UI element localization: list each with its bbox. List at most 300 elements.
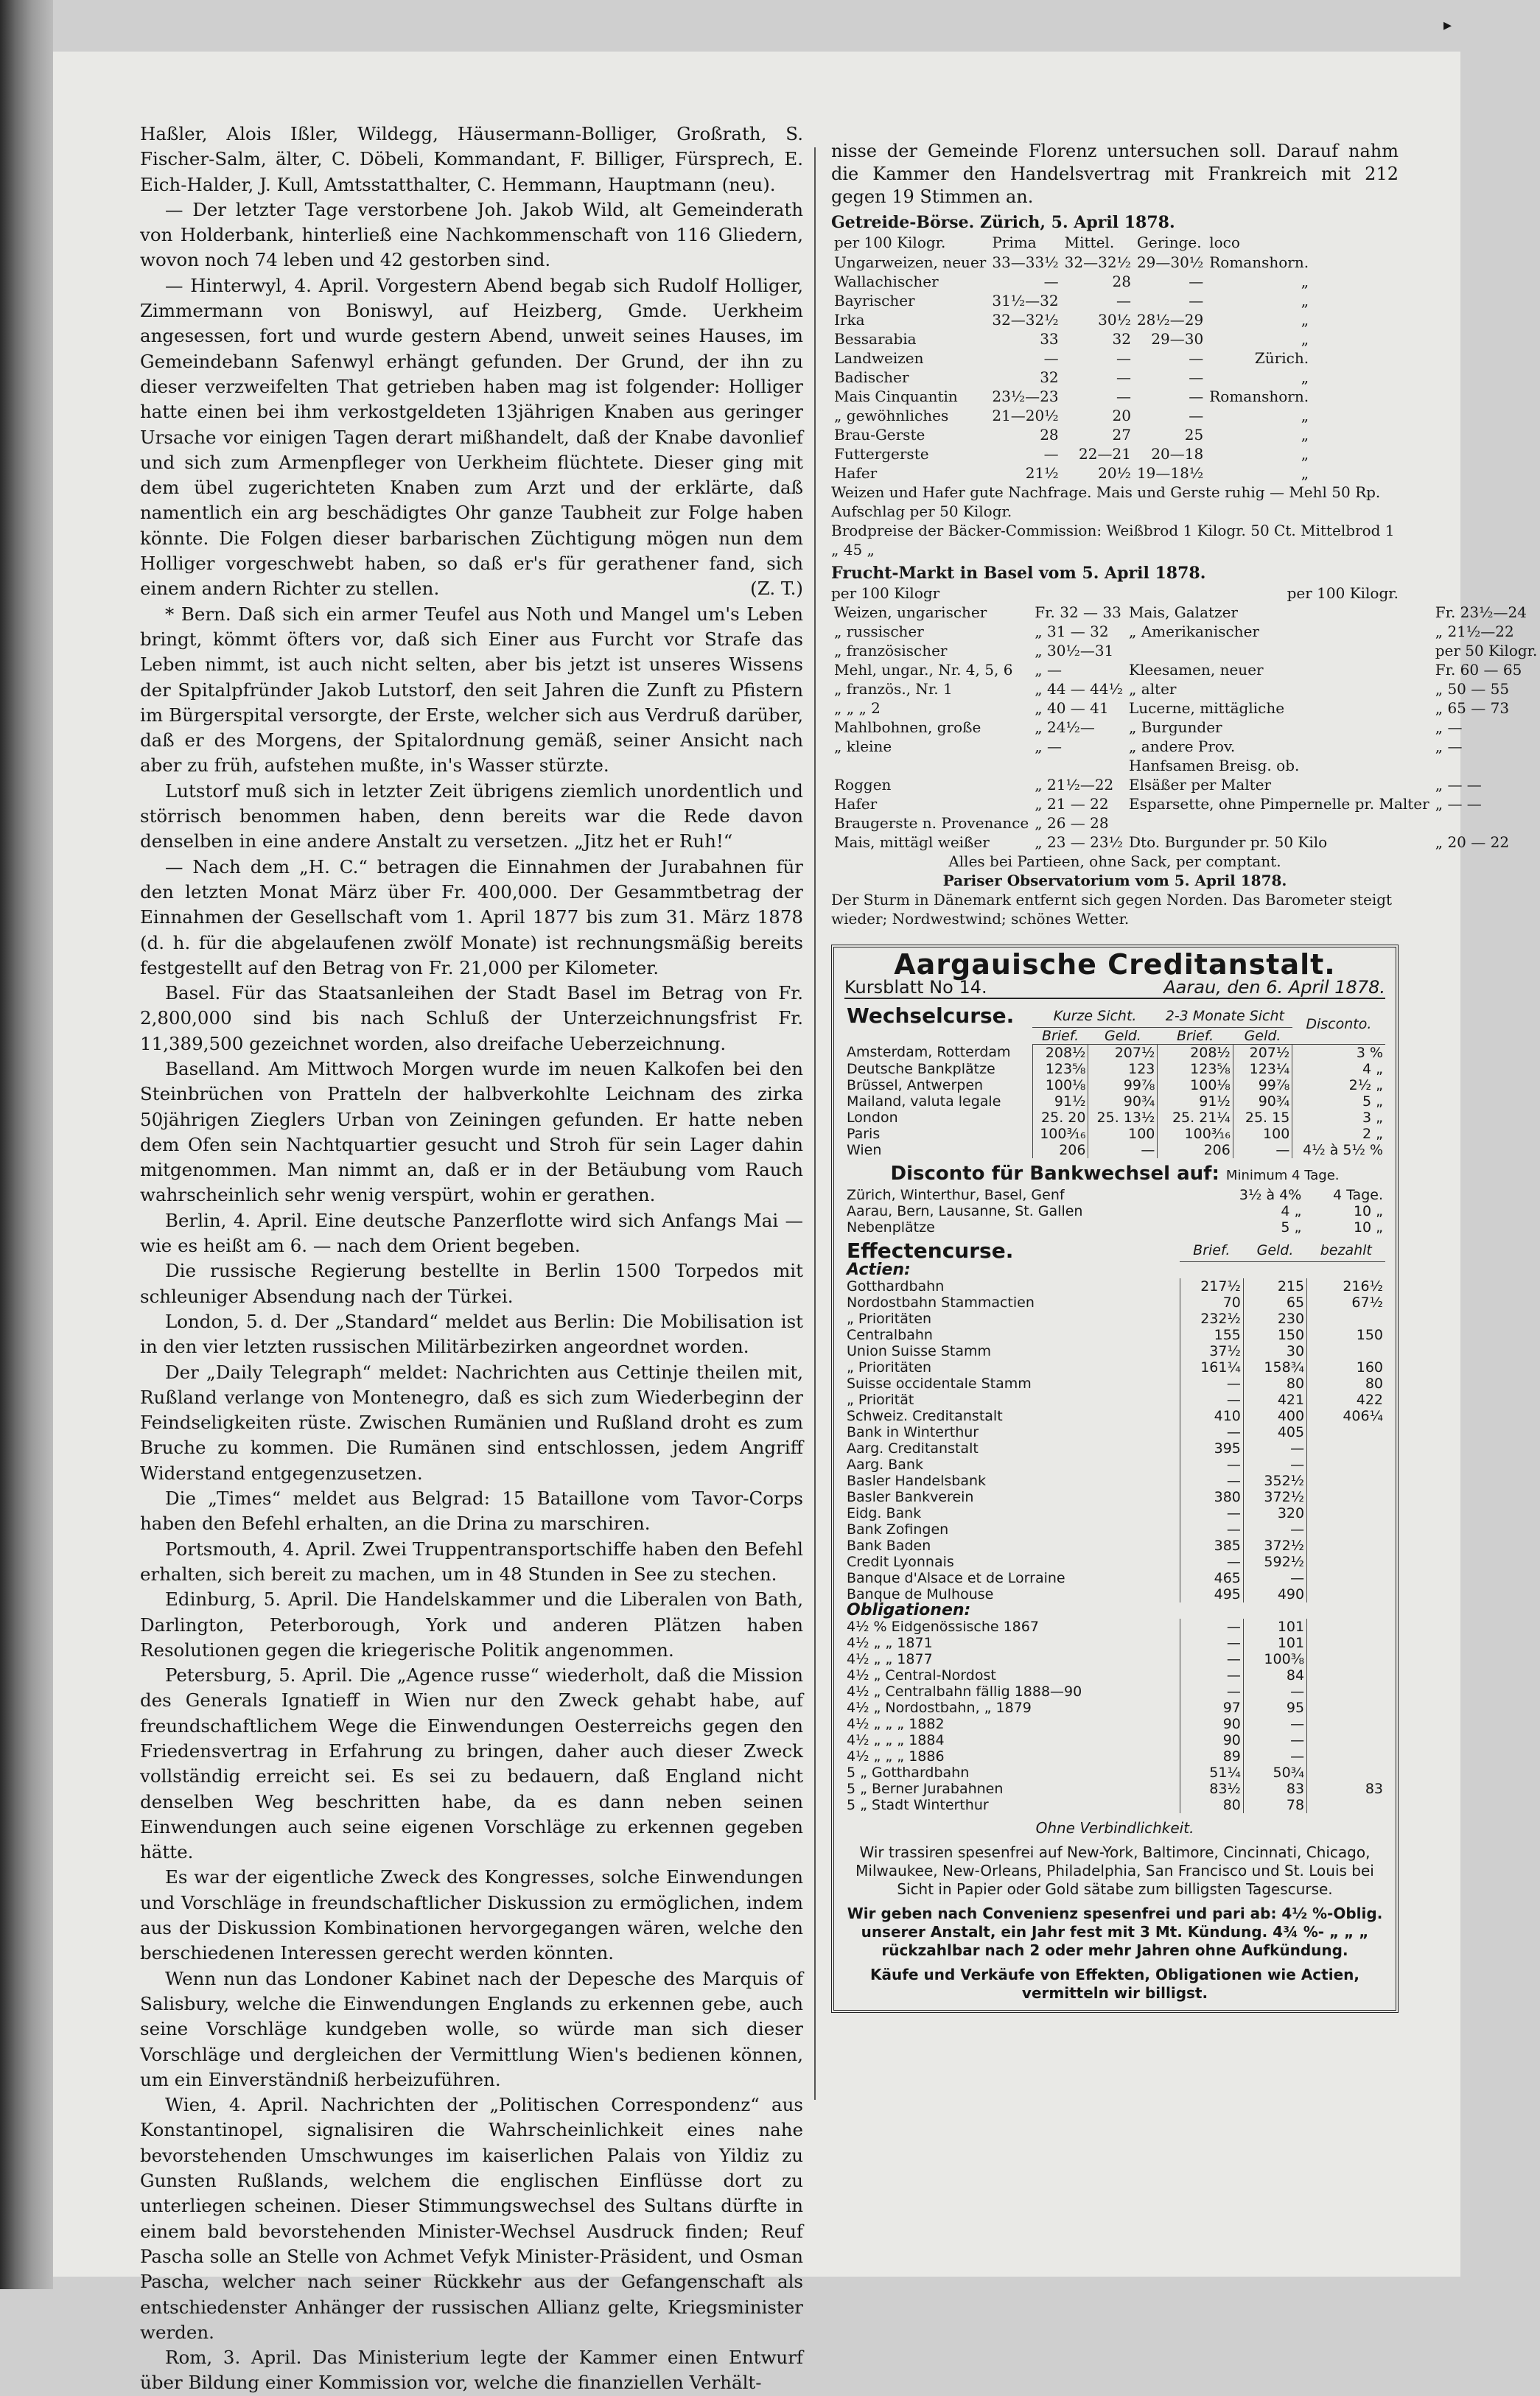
grain-row-cell: „ gewöhnliches	[834, 407, 949, 424]
bond-row-cell: 4½ % Eidgenössische 1867	[847, 1619, 1039, 1635]
grain-row-cell: „	[1301, 292, 1309, 309]
grain-row-cell: Brau-Gerste	[834, 426, 925, 444]
basel-row-cell: Kleesamen, neuer	[1129, 661, 1264, 679]
share-row-cell: 406¼	[1307, 1408, 1385, 1424]
share-row-cell	[1307, 1473, 1385, 1489]
brief-header: Brief.	[1158, 1027, 1233, 1044]
bond-row-cell: —	[1243, 1748, 1306, 1765]
share-row-cell: 422	[1307, 1392, 1385, 1408]
grain-row-cell: 23½—23	[992, 388, 1059, 405]
grain-row-cell: —	[1189, 273, 1204, 290]
share-row	[844, 1489, 1385, 1505]
share-row	[844, 1554, 1385, 1570]
share-row-cell: Schweiz. Creditanstalt	[847, 1408, 1003, 1424]
exchange-row	[844, 1093, 1385, 1110]
share-row-cell: 70	[1180, 1295, 1243, 1311]
grain-row-cell: —	[1043, 445, 1059, 463]
share-row-cell	[1307, 1489, 1385, 1505]
bond-row-cell: 4½ „ Centralbahn fällig 1888—90	[847, 1684, 1082, 1700]
grain-row-cell: Romanshorn.	[1209, 388, 1309, 405]
basel-unit-right: per 100 Kilogr.	[1287, 584, 1399, 602]
grain-row-cell: „	[1301, 330, 1309, 348]
basel-row-cell: „ 50 — 55	[1435, 680, 1510, 698]
grain-row	[831, 444, 1312, 463]
basel-row	[831, 756, 1540, 775]
share-row-cell: „ Prioritäten	[847, 1359, 932, 1376]
bond-row-cell: 90	[1180, 1716, 1243, 1732]
grain-row-cell: Ungarweizen, neuer	[834, 253, 987, 271]
basel-row	[831, 833, 1540, 852]
bond-row-cell: 5 „ Stadt Winterthur	[847, 1797, 989, 1813]
share-row-cell	[1307, 1538, 1385, 1554]
grain-row-cell: Romanshorn.	[1209, 253, 1309, 271]
exchange-row-cell: Deutsche Bankplätze	[847, 1060, 995, 1077]
empty-header	[844, 1027, 1032, 1044]
bond-row-cell: 84	[1243, 1667, 1306, 1684]
share-row	[844, 1311, 1385, 1327]
grain-row-cell: 20—18	[1151, 445, 1204, 463]
kursblatt-header	[844, 978, 1385, 999]
share-row-cell: —	[1243, 1440, 1306, 1457]
disconto-header: Disconto.	[1292, 1005, 1385, 1044]
share-row-cell: 150	[1243, 1327, 1306, 1343]
basel-row-cell: „ 65 — 73	[1435, 699, 1510, 717]
effecten-title-cell	[844, 1240, 1180, 1262]
grain-row-cell: Landweizen	[834, 349, 924, 367]
share-row-cell	[1307, 1311, 1385, 1327]
bond-row-cell	[1307, 1732, 1385, 1748]
exchange-row-cell: 2½ „	[1292, 1077, 1385, 1093]
bond-row-cell: 100⅜	[1243, 1651, 1306, 1667]
share-row	[844, 1440, 1385, 1457]
exchange-row-cell: 4 „	[1292, 1061, 1385, 1077]
grain-row-cell: 32—32½	[992, 311, 1059, 329]
bond-row-cell: —	[1243, 1716, 1306, 1732]
bond-row-cell: —	[1243, 1684, 1306, 1700]
securities-table	[844, 1240, 1385, 1814]
article-paragraph: London, 5. d. Der „Standard“ meldet aus Berlin: Die Mobilisation ist in den vier letzten russischen Militärbezirken angeordnet worden.	[140, 1310, 803, 1358]
bond-row-cell: 51¼	[1180, 1765, 1243, 1781]
share-row-cell: 30	[1243, 1343, 1306, 1359]
share-row-cell	[1307, 1440, 1385, 1457]
bond-row-cell	[1307, 1748, 1385, 1765]
basel-row-cell	[1432, 756, 1540, 775]
exchange-row-cell: 123⅝	[1032, 1061, 1088, 1077]
grain-row-cell: Mais Cinquantin	[834, 388, 958, 405]
exchange-row-cell: Wien	[847, 1141, 882, 1158]
share-row	[844, 1586, 1385, 1602]
share-row-cell: Basler Bankverein	[847, 1489, 974, 1505]
share-row-cell: 67½	[1307, 1295, 1385, 1311]
share-row-cell	[1307, 1586, 1385, 1602]
share-row-cell: 352½	[1243, 1473, 1306, 1489]
share-row-cell: 230	[1243, 1311, 1306, 1327]
grain-row-cell: 29—30	[1151, 330, 1204, 348]
exchange-row-cell: 100³⁄₁₆	[1158, 1126, 1233, 1142]
grain-row	[831, 329, 1312, 348]
share-row-cell: 372½	[1243, 1538, 1306, 1554]
share-row-cell: 161¼	[1180, 1359, 1243, 1376]
grain-row-cell: —	[1116, 349, 1131, 367]
article-paragraph: Berlin, 4. April. Eine deutsche Panzerflotte wird sich Anfangs Mai — wie es heißt am 6. — nach dem Orient begeben.	[140, 1209, 803, 1257]
share-row	[844, 1359, 1385, 1376]
share-row	[844, 1473, 1385, 1489]
bond-row-cell: 90	[1180, 1732, 1243, 1748]
share-row-cell: 495	[1180, 1586, 1243, 1602]
basel-row-cell: per 50 Kilogr.	[1435, 642, 1538, 659]
share-row-cell: —	[1180, 1457, 1243, 1473]
exchange-row-cell: 90¾	[1088, 1093, 1158, 1110]
article-paragraph: Edinburg, 5. April. Die Handelskammer und die Liberalen von Bath, Darlington, Peterborough, York und anderen Plätzen haben Resolutionen gegen die kriegerische Politik angenommen.	[140, 1588, 803, 1661]
basel-row-cell: „ 31 — 32	[1035, 623, 1109, 640]
geld-header: Geld.	[1243, 1240, 1306, 1262]
share-row	[844, 1457, 1385, 1473]
exchange-row-cell: 123¼	[1233, 1061, 1292, 1077]
article-continuation: nisse der Gemeinde Florenz untersuchen soll. Darauf nahm die Kammer den Handelsvertrag mit Frankreich mit 212 gegen 19 Stimmen an.	[831, 141, 1399, 207]
basel-row-cell: Mais, mittägl weißer	[834, 833, 990, 851]
exchange-row-cell: —	[1088, 1142, 1158, 1158]
basel-row	[831, 775, 1540, 794]
grain-row-cell: Bessarabia	[834, 330, 917, 348]
share-row-cell: Gotthardbahn	[847, 1278, 945, 1295]
basel-row-cell: „ 23 — 23½	[1035, 833, 1123, 851]
wechsel-title-cell	[844, 1005, 1032, 1027]
basel-row-cell	[831, 756, 1032, 775]
share-row-cell: 320	[1243, 1505, 1306, 1521]
grain-row-cell: —	[1116, 292, 1131, 309]
article-paragraph: Portsmouth, 4. April. Zwei Truppentransportschiffe haben den Befehl erhalten, sich bereit zu machen, um in 48 Stunden in See zu stechen.	[140, 1538, 803, 1585]
share-row-cell: Aarg. Creditanstalt	[847, 1440, 979, 1457]
grain-row-cell: „	[1301, 311, 1309, 329]
share-row-cell: —	[1243, 1521, 1306, 1538]
bond-row-cell	[1307, 1684, 1385, 1700]
disconto-row	[844, 1219, 1385, 1236]
bond-row-cell	[1307, 1716, 1385, 1732]
exchange-row-cell: Brüssel, Antwerpen	[847, 1076, 984, 1093]
bank-title: Aargauische Creditanstalt.	[894, 948, 1336, 981]
basel-row-cell	[1126, 813, 1432, 833]
grain-row	[831, 310, 1312, 329]
grain-header-cell: loco	[1209, 234, 1240, 251]
basel-row	[831, 813, 1540, 833]
share-row-cell: —	[1180, 1376, 1243, 1392]
basel-row-cell: „ 44 — 44½	[1035, 680, 1123, 698]
grain-row-cell: „	[1301, 445, 1309, 463]
share-row-cell: 592½	[1243, 1554, 1306, 1570]
grain-row-cell: 32	[1112, 330, 1131, 348]
article-paragraph: Wenn nun das Londoner Kabinet nach der Depesche des Marquis of Salisbury, welche die Einwendungen Englands zu erkennen gebe, auch seine Vorschläge kundgeben wolle, so würde man sich dieser Vorschläge und dergleichen der Vermittlung Wien's bedienen können, um ein Einverständniß herbeizuführen.	[140, 1967, 803, 2090]
article-paragraph: Die „Times“ meldet aus Belgrad: 15 Bataillone vom Tavor-Corps haben den Befehl erhalten, an die Drina zu marschiren.	[140, 1488, 803, 1535]
share-row-cell: Basler Handelsbank	[847, 1473, 987, 1489]
article-paragraph: Es war der eigentliche Zweck des Kongresses, solche Einwendungen und Vorschläge in freundschaftlicher Diskussion zu ermöglichen, indem aus der Diskussion Kombinationen hervorgegangen wären, welche den berschiedenen Interessen gerecht werden könnten.	[140, 1866, 803, 1964]
exchange-row-cell: 208½	[1158, 1044, 1233, 1061]
share-row-cell: —	[1180, 1521, 1243, 1538]
grain-header-cell: Prima	[992, 234, 1037, 251]
short-sight-header: Kurze Sicht.	[1032, 1005, 1158, 1027]
left-news-column	[140, 122, 803, 2396]
exchange-row	[844, 1142, 1385, 1158]
share-row-cell: Suisse occidentale Stamm	[847, 1376, 1032, 1392]
grain-row-cell: —	[1043, 273, 1059, 290]
basel-row-cell: „ kleine	[834, 738, 892, 755]
bond-row	[844, 1748, 1385, 1765]
exchange-row-cell: 208½	[1032, 1044, 1088, 1061]
right-market-column	[831, 140, 1538, 2013]
grain-row	[831, 253, 1312, 272]
basel-row-cell: Elsäßer per Malter	[1129, 776, 1272, 794]
basel-row	[831, 679, 1540, 698]
grain-row-cell: 29—30½	[1136, 253, 1204, 271]
bond-row-cell: 78	[1243, 1797, 1306, 1813]
book-binding-edge	[0, 0, 53, 2289]
bond-row-cell: —	[1180, 1635, 1243, 1651]
exchange-row-cell: 91½	[1032, 1093, 1088, 1110]
grain-row-cell: 20	[1112, 407, 1131, 424]
share-row-cell: „ Priorität	[847, 1392, 914, 1408]
column-divider	[814, 147, 816, 2100]
grain-market-note: Weizen und Hafer gute Nachfrage. Mais und Gerste ruhig — Mehl 50 Rp. Aufschlag per 50 Kilogr.	[831, 483, 1381, 520]
bond-row-cell: 5 „ Berner Jurabahnen	[847, 1781, 1004, 1797]
grain-row-cell: 31½—32	[992, 292, 1059, 309]
exchange-row-cell: 3 %	[1292, 1044, 1385, 1061]
grain-row-cell: —	[1189, 349, 1204, 367]
basel-row	[831, 698, 1540, 718]
share-row-cell: —	[1180, 1424, 1243, 1440]
exchange-row	[844, 1061, 1385, 1077]
exchange-rates-title: Wechselcurse.	[847, 1003, 1015, 1028]
basel-row-cell	[1432, 813, 1540, 833]
basel-row-cell: „ 21½—22	[1035, 776, 1114, 794]
basel-row	[831, 718, 1540, 737]
disconto-title: Disconto für Bankwechsel auf: Minimum 4 Tage.	[890, 1162, 1340, 1185]
grain-row-cell: „	[1301, 407, 1309, 424]
share-row-cell: Bank Zofingen	[847, 1521, 949, 1538]
bond-row	[844, 1635, 1385, 1651]
article-paragraph: Die russische Regierung bestellte in Berlin 1500 Torpedos mit schleuniger Absendung nach der Türkei.	[140, 1260, 803, 1307]
share-row-cell	[1307, 1554, 1385, 1570]
grain-row-cell: —	[1189, 292, 1204, 309]
bond-offer-notice: Wir geben nach Convenienz spesenfrei und pari ab: 4½ %-Oblig. unserer Anstalt, ein Jahr fest mit 3 Mt. Kündung. 4¾ %- „ „ „ rückzahlbar nach 2 oder mehr Jahren ohne Aufkündung.	[847, 1905, 1383, 1959]
share-row-cell: 216½	[1307, 1278, 1385, 1295]
basel-row-cell: „ 20 — 22	[1435, 833, 1510, 851]
exchange-rate-table	[844, 1005, 1385, 1158]
bond-row-cell: 5 „ Gotthardbahn	[847, 1765, 970, 1781]
grain-row-cell: 28	[1112, 273, 1131, 290]
grain-row-cell: Wallachischer	[834, 273, 939, 290]
share-row	[844, 1570, 1385, 1586]
disconto-row	[844, 1187, 1385, 1203]
bond-row	[844, 1781, 1385, 1797]
exchange-row-cell: 90¾	[1233, 1093, 1292, 1110]
article-paragraph: Basel. Für das Staatsanleihen der Stadt Basel im Betrag von Fr. 2,800,000 sind bis nach Schluß der Unterzeichnungsfrist Fr. 11,389,500 gezeichnet worden, also dreifache Ueberzeichnung.	[140, 982, 803, 1054]
share-row-cell: Banque de Mulhouse	[847, 1586, 994, 1602]
share-row-cell: 65	[1243, 1295, 1306, 1311]
bond-row	[844, 1651, 1385, 1667]
basel-row-cell: Braugerste n. Provenance	[834, 814, 1029, 832]
exchange-row-cell: Amsterdam, Rotterdam	[847, 1044, 1011, 1061]
basel-row-cell: „ 24½—	[1035, 718, 1095, 736]
grain-row	[831, 348, 1312, 368]
grain-row-cell: 25	[1184, 426, 1204, 444]
exchange-row-cell: 3 „	[1292, 1110, 1385, 1126]
share-row-cell: Nordostbahn Stammactien	[847, 1295, 1035, 1311]
exchange-row-cell: 100⅛	[1158, 1077, 1233, 1093]
share-row	[844, 1505, 1385, 1521]
basel-row-cell: „ 40 — 41	[1035, 699, 1109, 717]
disconto-row-cell: 3½ à 4%	[1239, 1186, 1302, 1203]
bond-row-cell: —	[1180, 1651, 1243, 1667]
disconto-row-cell: 5 „	[1281, 1219, 1302, 1236]
basel-row-cell: „ —	[1435, 738, 1463, 755]
basel-row-cell: „ 26 — 28	[1035, 814, 1109, 832]
basel-row-cell: Dto. Burgunder pr. 50 Kilo	[1129, 833, 1328, 851]
exchange-row-cell: 206	[1032, 1142, 1088, 1158]
bond-row-cell	[1307, 1667, 1385, 1684]
share-row-cell: 385	[1180, 1538, 1243, 1554]
bond-row	[844, 1765, 1385, 1781]
weather-report: Der Sturm in Dänemark entfernt sich gegen Norden. Das Barometer steigt wieder; Nordwestwind; schönes Wetter.	[831, 891, 1393, 928]
bonds-title: Obligationen:	[847, 1601, 971, 1619]
article-paragraph: Wien, 4. April. Nachrichten der „Politischen Correspondenz“ aus Konstantinopel, signalisiren die Wahrscheinlichkeit eines nahe bevorstehenden Umschwunges im kaiserlichen Palais von Yildiz zu Gunsten Rußlands, welchem die englischen Einflüsse dort zu unterliegen scheinen. Dieser Stimmungswechsel des Sultans dürfte in einem bald bevorstehenden Minister-Wechsel Ausdruck finden; Reuf Pascha solle an Stelle von Achmet Vefyk Minister-Präsident, und Osman Pascha, welcher nach seiner Rückkehr aus der Gefangenschaft als entschiedenster Anhänger der russischen Allianz gelte, Kriegsminister werden.	[140, 2094, 803, 2343]
basel-row-cell: „ — —	[1435, 795, 1482, 813]
basel-row-cell: „ 21 — 22	[1035, 795, 1109, 813]
share-row-cell: 465	[1180, 1570, 1243, 1586]
share-row-cell: Aarg. Bank	[847, 1457, 923, 1473]
grain-row-cell: —	[1116, 368, 1131, 386]
brief-header: Brief.	[1032, 1027, 1088, 1044]
grain-row-cell: 19—18½	[1136, 464, 1204, 482]
share-row-cell	[1307, 1343, 1385, 1359]
bond-row-cell: —	[1180, 1667, 1243, 1684]
bezahlt-header: bezahlt	[1307, 1240, 1385, 1262]
basel-market-title: Frucht-Markt in Basel vom 5. April 1878.	[831, 564, 1206, 583]
share-row-cell: 158¾	[1243, 1359, 1306, 1376]
exchange-row-cell: 4½ à 5½ %	[1292, 1142, 1385, 1158]
exchange-row-cell: 25. 13½	[1088, 1110, 1158, 1126]
basel-row-cell: „ andere Prov.	[1129, 738, 1236, 755]
exchange-row-cell: 91½	[1158, 1093, 1233, 1110]
grain-row-cell: Irka	[834, 311, 865, 329]
grain-row-cell: 21½	[1025, 464, 1059, 482]
bond-row-cell	[1307, 1635, 1385, 1651]
exchange-row-cell: 206	[1158, 1142, 1233, 1158]
grain-row-cell: „	[1301, 273, 1309, 290]
bread-prices: Brodpreise der Bäcker-Commission: Weißbrod 1 Kilogr. 50 Ct. Mittelbrod 1 „ 45 „	[831, 522, 1395, 558]
bond-row	[844, 1667, 1385, 1684]
bond-row-cell: 101	[1243, 1619, 1306, 1635]
exchange-row-cell: —	[1233, 1142, 1292, 1158]
exchange-row-cell: 2 „	[1292, 1126, 1385, 1142]
article-paragraph: — Nach dem „H. C.“ betragen die Einnahmen der Jurabahnen für den letzten Monat März über Fr. 400,000. Der Gesammtbetrag der Einnahmen der Gesellschaft vom 1. April 1877 bis zum 31. März 1878 (d. h. für die abgelaufenen zwölf Monate) ist rechnungsmäßig bereits festgestellt auf den Betrag von Fr. 21,000 per Kilometer.	[140, 855, 803, 978]
securities-title: Effectencurse.	[847, 1238, 1014, 1263]
grain-row-cell: 21—20½	[992, 407, 1059, 424]
bond-row-cell: 83½	[1180, 1781, 1243, 1797]
bond-row	[844, 1700, 1385, 1716]
basel-row-cell: „ Burgunder	[1129, 718, 1222, 736]
geld-header: Geld.	[1088, 1027, 1158, 1044]
bond-row	[844, 1684, 1385, 1700]
article-paragraph: Baselland. Am Mittwoch Morgen wurde im neuen Kalkofen bei den Steinbrüchen von Pratteln der halbverkohlte Leichnam des zirka 50jährigen Zieglers Urban von Zeiningen gefunden. Er hatte neben dem Ofen sein Nachtquartier gesucht und Stroh für sein Lager dahin mitgenommen. Man nimmt an, daß er in der Betäubung vom Rauch wahrscheinlich sehr wenig verspürt, wohin er gerathen.	[140, 1057, 803, 1206]
share-row-cell: „ Prioritäten	[847, 1311, 932, 1327]
grain-row-cell: 33—33½	[992, 253, 1059, 271]
article-paragraph: — Der letzter Tage verstorbene Joh. Jakob Wild, alt Gemeinderath von Holderbank, hinterließ eine Nachkommenschaft von 116 Gliedern, wovon noch 74 leben und 42 gestorben sind.	[140, 198, 803, 271]
exchange-row-cell: 207½	[1088, 1044, 1158, 1061]
share-row-cell: 80	[1307, 1376, 1385, 1392]
basel-row-cell: „ —	[1035, 738, 1062, 755]
grain-row	[831, 368, 1312, 387]
basel-row-cell: Mehl, ungar., Nr. 4, 5, 6	[834, 661, 1013, 679]
page-corner-marker: ▸	[1443, 16, 1452, 35]
bond-row-cell: 4½ „ „ „ 1884	[847, 1732, 945, 1748]
bond-row-cell: —	[1180, 1619, 1243, 1635]
basel-row-cell: Hanfsamen Breisg. ob.	[1129, 757, 1300, 774]
bond-row-cell: 4½ „ „ „ 1882	[847, 1716, 945, 1732]
disconto-minimum: Minimum 4 Tage.	[1225, 1167, 1340, 1183]
disconto-row-cell: 4 „	[1281, 1202, 1302, 1219]
bond-row-cell	[1307, 1765, 1385, 1781]
disconto-row-cell: Zürich, Winterthur, Basel, Genf	[847, 1186, 1065, 1203]
grain-row	[831, 425, 1312, 444]
basel-row-cell	[1126, 641, 1432, 660]
grain-header-cell: per 100 Kilogr.	[834, 234, 946, 251]
bond-row-cell: 4½ „ „ „ 1886	[847, 1748, 945, 1765]
share-row	[844, 1343, 1385, 1359]
basel-row-cell: „ alter	[1129, 680, 1177, 698]
grain-row	[831, 387, 1312, 406]
exchange-row	[844, 1110, 1385, 1126]
exchange-row	[844, 1044, 1385, 1061]
bond-row-cell: 97	[1180, 1700, 1243, 1716]
basel-row-cell: „ „ „ 2	[834, 699, 881, 717]
share-row-cell: 405	[1243, 1424, 1306, 1440]
geld-header: Geld.	[1233, 1027, 1292, 1044]
grain-row-cell: Badischer	[834, 368, 909, 386]
article-paragraph: Haßler, Alois Ißler, Wildegg, Häusermann-Bolliger, Großrath, S. Fischer-Salm, älter, C. Döbeli, Kommandant, F. Billiger, Fürsprech, E. Eich-Halder, J. Kull, Amtsstatthalter, C. Hemmann, Hauptmann (neu).	[140, 123, 803, 195]
share-row-cell: 160	[1307, 1359, 1385, 1376]
exchange-row-cell: 100⅛	[1032, 1077, 1088, 1093]
exchange-row-cell: 99⅞	[1088, 1077, 1158, 1093]
share-row-cell: 395	[1180, 1440, 1243, 1457]
share-row-cell: 215	[1243, 1278, 1306, 1295]
basel-row-cell: „ — —	[1435, 776, 1482, 794]
exchange-row-cell: 25. 20	[1032, 1110, 1088, 1126]
basel-row-cell: „ russischer	[834, 623, 924, 640]
grain-row	[831, 291, 1312, 310]
grain-row-cell: 32—32½	[1064, 253, 1131, 271]
share-row	[844, 1408, 1385, 1424]
share-row-cell: 421	[1243, 1392, 1306, 1408]
share-row	[844, 1278, 1385, 1295]
disconto-row-cell: 10 „	[1353, 1219, 1383, 1236]
share-row-cell: 232½	[1180, 1311, 1243, 1327]
share-row	[844, 1327, 1385, 1343]
share-row-cell: 372½	[1243, 1489, 1306, 1505]
exchange-row-cell: 5 „	[1292, 1093, 1385, 1110]
disconto-row-cell: 4 Tage.	[1332, 1186, 1383, 1203]
share-row-cell	[1307, 1457, 1385, 1473]
share-row-cell: 410	[1180, 1408, 1243, 1424]
grain-price-table	[831, 233, 1312, 483]
exchange-row	[844, 1077, 1385, 1093]
bond-row	[844, 1619, 1385, 1635]
bond-row-cell: 4½ „ „ 1871	[847, 1635, 933, 1651]
bond-row-cell: 4½ „ Central-Nordost	[847, 1667, 996, 1684]
bond-row	[844, 1797, 1385, 1813]
disconto-table	[844, 1187, 1385, 1236]
disconto-row	[844, 1203, 1385, 1219]
share-row-cell: Bank Baden	[847, 1538, 931, 1554]
basel-row-cell: Lucerne, mittägliche	[1129, 699, 1285, 717]
